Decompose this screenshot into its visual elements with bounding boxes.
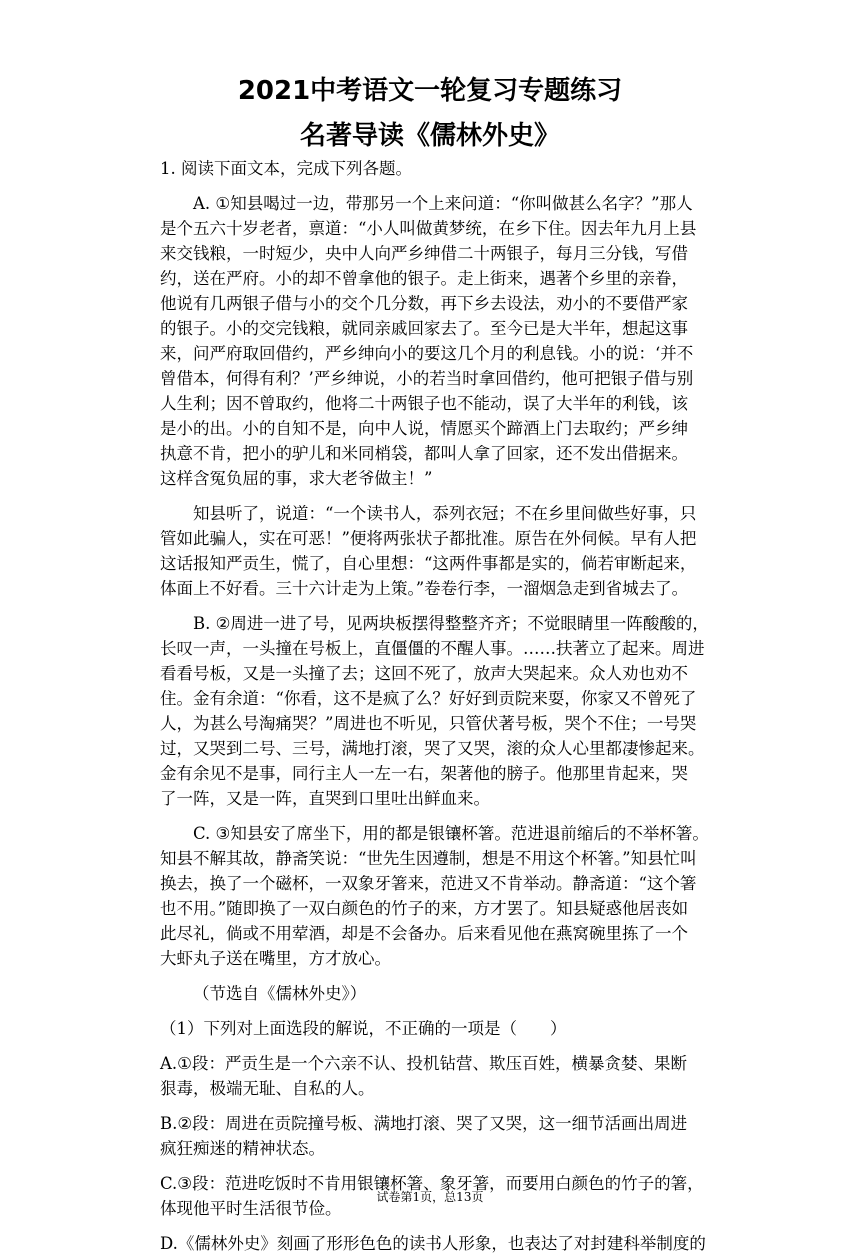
option-b [160,1111,742,1161]
passage-a [160,191,742,491]
passage-line: 此尽礼，倘或不用荤酒，却是不会备办。后来看见他在燕窝碗里拣了一个 [160,924,688,943]
passage-source: （节选自《儒林外史》） [193,984,367,1003]
passage-line: 这话报知严贡生，慌了，自心里想：“这两件事都是实的，倘若审断起来， [160,554,697,573]
option-line: 体现他平时生活很节俭。 [160,1199,342,1218]
passage-line: 过，又哭到二号、三号，满地打滚，哭了又哭，滚的众人心里都凄惨起来。 [160,739,705,758]
passage-line: 大虾丸子送在嘴里，方才放心。 [160,949,391,968]
passage-line: C. ③知县安了席坐下，用的都是银镶杯箸。范进退前缩后的不举杯箸。 [193,824,709,843]
passage-line: 人，为甚么号淘痛哭？”周进也不听见，只管伏著号板，哭个不住；一号哭 [160,714,697,733]
passage-line: 看看号板，又是一头撞了去；这回不死了，放声大哭起来。众人劝也劝不 [160,664,688,683]
document-body [160,156,742,1256]
passage-line: 住。金有余道：“你看，这不是疯了么？好好到贡院来耍，你家又不曾死了 [160,689,697,708]
page-footer: 试卷第1页，总13页 [376,1190,484,1204]
passage-b [160,611,742,811]
passage-line: 这样含冤负屈的事，求大老爷做主！” [160,469,433,488]
document-title: 2021中考语文一轮复习专题练习 [237,76,623,106]
passage-line: 人生利；因不曾取约，他将二十两银子也不能动，误了大半年的利钱，该 [160,394,688,413]
option-line: 疯狂痴迷的精神状态。 [160,1139,325,1158]
option-line: B.②段：周进在贡院撞号板、满地打滚、哭了又哭，这一细节活画出周进 [160,1114,688,1133]
passage-line: 换去，换了一个磁杯，一双象牙箸来，范进又不肯举动。静斋道：“这个箸 [160,874,697,893]
question-intro: 1. 阅读下面文本，完成下列各题。 [160,159,412,178]
sub-question: （1）下列对上面选段的解说，不正确的一项是（ ） [160,1019,567,1038]
passage-line: 来，问严府取回借约，严乡绅向小的要这几个月的利息钱。小的说：‘并不 [160,344,694,363]
passage-line: 也不用。”随即换了一双白颜色的竹子的来，方才罢了。知县疑惑他居丧如 [160,899,689,918]
passage-line: 知县不解其故，静斋笑说：“世先生因遵制，想是不用这个杯箸。”知县忙叫 [160,849,697,868]
option-d [160,1231,742,1256]
passage-line: A. ①知县喝过一边，带那另一个上来问道：“你叫做甚么名字？”那人 [193,194,693,213]
passage-line: 了一阵，又是一阵，直哭到口里吐出鲜血来。 [160,789,490,808]
passage-line: 是个五六十岁老者，禀道：“小人叫做黄梦统，在乡下住。因去年九月上县 [160,219,697,238]
passage-line: 是小的出。小的自知不是，向中人说，情愿买个蹄酒上门去取约；严乡绅 [160,419,688,438]
passage-a-continued [160,501,742,601]
option-a [160,1051,742,1101]
passage-line: 知县听了，说道：“一个读书人，忝列衣冠；不在乡里间做些好事，只 [193,504,697,523]
passage-line: 管如此骗人，实在可恶！”便将两张状子都批准。原告在外伺候。早有人把 [160,529,697,548]
passage-line: 长叹一声，一头撞在号板上，直僵僵的不醒人事。……扶著立了起来。周进 [160,639,705,658]
passage-line: 体面上不好看。三十六计走为上策。”卷卷行李，一溜烟急走到省城去了。 [160,579,689,598]
passage-line: 金有余见不是事，同行主人一左一右，架著他的膀子。他那里肯起来，哭 [160,764,688,783]
passage-line: 的银子。小的交完钱粮，就同亲戚回家去了。至今已是大半年，想起这事 [160,319,688,338]
passage-line: 约，送在严府。小的却不曾拿他的银子。走上街来，遇著个乡里的亲眷， [160,269,688,288]
passage-c [160,821,742,971]
passage-line: B. ②周进一进了号，见两块板摆得整整齐齐；不觉眼睛里一阵酸酸的， [193,614,709,633]
passage-line: 他说有几两银子借与小的交个几分数，再下乡去设法，劝小的不要借严家 [160,294,688,313]
option-line: C.③段：范进吃饭时不肯用银镶杯箸、象牙箸，而要用白颜色的竹子的箸， [160,1174,704,1193]
passage-line: 执意不肯，把小的驴儿和米同梢袋，都叫人拿了回家，还不发出借据来。 [160,444,688,463]
passage-line: 来交钱粮，一时短少，央中人向严乡绅借二十两银子，每月三分钱，写借 [160,244,688,263]
option-line: A.①段：严贡生是一个六亲不认、投机钻营、欺压百姓，横暴贪婪、果断 [160,1054,687,1073]
option-line: D.《儒林外史》刻画了形形色色的读书人形象，也表达了对封建科举制度的 [160,1234,706,1253]
option-line: 狠毒，极端无耻、自私的人。 [160,1079,375,1098]
document-subtitle: 名著导读《儒林外史》 [299,121,560,151]
passage-line: 曾借本，何得有利？’严乡绅说，小的若当时拿回借约，他可把银子借与别 [160,369,694,388]
